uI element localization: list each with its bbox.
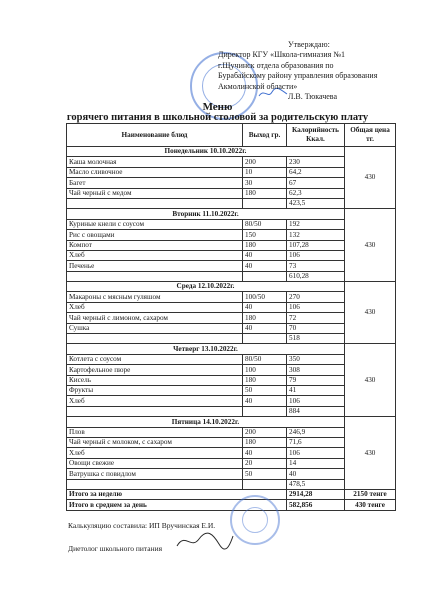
dish-kcal: 246,9 bbox=[287, 427, 345, 437]
dish-name: Хлеб bbox=[67, 396, 243, 406]
day-total-kcal: 884 bbox=[287, 406, 345, 416]
dish-weight: 80/50 bbox=[243, 219, 287, 229]
day-total-empty bbox=[243, 334, 287, 344]
round-stamp-seal bbox=[230, 495, 280, 545]
approval-line: Бурабайскому району управления образования bbox=[218, 71, 378, 81]
approval-line: Директор КГУ «Школа-гимназия №1 bbox=[218, 50, 345, 60]
dish-kcal: 106 bbox=[287, 302, 345, 312]
dish-name: Макароны с мясным гуляшом bbox=[67, 292, 243, 302]
col-header-price: Общая цена тг. bbox=[345, 124, 396, 147]
dish-kcal: 62,3 bbox=[287, 188, 345, 198]
day-name: Среда 12.10.2022г. bbox=[67, 282, 345, 292]
dish-weight: 80/50 bbox=[243, 354, 287, 364]
day-name: Понедельник 10.10.2022г. bbox=[67, 147, 345, 157]
dish-name: Чай черный с лимоном, сахаром bbox=[67, 313, 243, 323]
day-price: 430 bbox=[345, 282, 396, 344]
dish-weight: 150 bbox=[243, 230, 287, 240]
dish-weight: 180 bbox=[243, 375, 287, 385]
day-price: 430 bbox=[345, 147, 396, 209]
day-header-row bbox=[67, 282, 396, 292]
approval-signatory: Л.В. Тюкачева bbox=[288, 92, 338, 102]
dish-name: Каша молочная bbox=[67, 157, 243, 167]
dish-weight: 30 bbox=[243, 178, 287, 188]
table-header-row bbox=[67, 124, 396, 147]
dish-weight: 40 bbox=[243, 250, 287, 260]
day-total-empty bbox=[67, 479, 243, 489]
day-name: Вторник 11.10.2022г. bbox=[67, 209, 345, 219]
total-price: 430 тенге bbox=[345, 500, 396, 510]
page-subtitle: горячего питания в школьной столовой за родительскую плату bbox=[66, 112, 369, 123]
dish-kcal: 107,28 bbox=[287, 240, 345, 250]
dish-weight: 180 bbox=[243, 188, 287, 198]
dish-name: Рис с овощами bbox=[67, 230, 243, 240]
dish-kcal: 70 bbox=[287, 323, 345, 333]
dish-name: Хлеб bbox=[67, 448, 243, 458]
day-header-row bbox=[67, 344, 396, 354]
dietitian-note: Диетолог школьного питания bbox=[68, 544, 163, 553]
day-total-kcal: 518 bbox=[287, 334, 345, 344]
approval-line: г.Щучинск отдела образования по bbox=[218, 60, 334, 70]
day-total-empty bbox=[67, 334, 243, 344]
dish-kcal: 132 bbox=[287, 230, 345, 240]
approval-line: Утверждаю: bbox=[288, 40, 330, 49]
total-label: Итого за неделю bbox=[67, 489, 287, 499]
approval-line: Акмолинской области» bbox=[218, 81, 298, 91]
dish-name: Хлеб bbox=[67, 250, 243, 260]
dish-kcal: 14 bbox=[287, 458, 345, 468]
day-total-empty bbox=[67, 406, 243, 416]
day-total-empty bbox=[243, 479, 287, 489]
dish-name: Чай черный с молоком, с сахаром bbox=[67, 437, 243, 447]
dish-kcal: 72 bbox=[287, 313, 345, 323]
dish-kcal: 106 bbox=[287, 396, 345, 406]
dish-weight: 100 bbox=[243, 365, 287, 375]
dish-kcal: 308 bbox=[287, 365, 345, 375]
total-price: 2150 тенге bbox=[345, 489, 396, 499]
day-header-row bbox=[67, 147, 396, 157]
day-total-empty bbox=[243, 198, 287, 208]
day-total-kcal: 423,5 bbox=[287, 198, 345, 208]
dish-name: Ватрушка с повидлом bbox=[67, 469, 243, 479]
dish-name: Печенье bbox=[67, 261, 243, 271]
dish-name: Хлеб bbox=[67, 302, 243, 312]
dish-kcal: 67 bbox=[287, 178, 345, 188]
dish-name: Компот bbox=[67, 240, 243, 250]
dish-kcal: 350 bbox=[287, 354, 345, 364]
week-total-row bbox=[67, 489, 396, 499]
dish-kcal: 230 bbox=[287, 157, 345, 167]
dish-kcal: 270 bbox=[287, 292, 345, 302]
col-header-dish: Наименование блюд bbox=[67, 124, 243, 147]
dish-name: Масло сливочное bbox=[67, 167, 243, 177]
day-total-empty bbox=[67, 271, 243, 281]
menu-body bbox=[67, 147, 396, 511]
day-name: Пятница 14.10.2022г. bbox=[67, 417, 345, 427]
dish-weight: 40 bbox=[243, 302, 287, 312]
day-total-empty bbox=[243, 406, 287, 416]
dish-kcal: 106 bbox=[287, 250, 345, 260]
dish-kcal: 106 bbox=[287, 448, 345, 458]
dish-weight: 50 bbox=[243, 469, 287, 479]
dish-weight: 50 bbox=[243, 385, 287, 395]
dish-kcal: 71,6 bbox=[287, 437, 345, 447]
day-total-kcal: 610,28 bbox=[287, 271, 345, 281]
dish-name: Овощи свежие bbox=[67, 458, 243, 468]
total-kcal: 2914,28 bbox=[287, 489, 345, 499]
dish-name: Багет bbox=[67, 178, 243, 188]
approval-block bbox=[218, 40, 430, 102]
dish-name: Фрукты bbox=[67, 385, 243, 395]
dish-name: Котлета с соусом bbox=[67, 354, 243, 364]
dish-name: Плов bbox=[67, 427, 243, 437]
dish-name: Картофельное пюре bbox=[67, 365, 243, 375]
day-header-row bbox=[67, 417, 396, 427]
day-price: 430 bbox=[345, 344, 396, 417]
avg-total-row bbox=[67, 500, 396, 510]
day-total-kcal: 478,5 bbox=[287, 479, 345, 489]
dish-kcal: 41 bbox=[287, 385, 345, 395]
menu-table bbox=[66, 123, 396, 511]
dish-name: Кисель bbox=[67, 375, 243, 385]
dish-kcal: 79 bbox=[287, 375, 345, 385]
dish-weight: 40 bbox=[243, 396, 287, 406]
day-price: 430 bbox=[345, 209, 396, 282]
dish-weight: 40 bbox=[243, 323, 287, 333]
dish-name: Сушка bbox=[67, 323, 243, 333]
dish-weight: 100/50 bbox=[243, 292, 287, 302]
dish-kcal: 64,2 bbox=[287, 167, 345, 177]
dish-name: Чай черный с медом bbox=[67, 188, 243, 198]
page-title: Меню bbox=[202, 101, 233, 113]
calc-by-note: Калькуляцию составила: ИП Вручинская Е.И. bbox=[68, 521, 216, 530]
day-total-empty bbox=[243, 271, 287, 281]
day-price: 430 bbox=[345, 417, 396, 490]
dish-weight: 180 bbox=[243, 240, 287, 250]
dish-kcal: 40 bbox=[287, 469, 345, 479]
dish-weight: 200 bbox=[243, 157, 287, 167]
col-header-weight: Выход гр. bbox=[243, 124, 287, 147]
dish-weight: 20 bbox=[243, 458, 287, 468]
dish-weight: 180 bbox=[243, 437, 287, 447]
dish-weight: 40 bbox=[243, 261, 287, 271]
total-kcal: 582,856 bbox=[287, 500, 345, 510]
dish-kcal: 73 bbox=[287, 261, 345, 271]
dish-kcal: 192 bbox=[287, 219, 345, 229]
dish-name: Куриные кнели с соусом bbox=[67, 219, 243, 229]
dish-weight: 200 bbox=[243, 427, 287, 437]
col-header-kcal: Калорийность Ккал. bbox=[287, 124, 345, 147]
day-header-row bbox=[67, 209, 396, 219]
day-total-empty bbox=[67, 198, 243, 208]
signature-mark bbox=[175, 530, 235, 552]
total-label: Итого в среднем за день bbox=[67, 500, 287, 510]
day-name: Четверг 13.10.2022г. bbox=[67, 344, 345, 354]
dish-weight: 40 bbox=[243, 448, 287, 458]
dish-weight: 180 bbox=[243, 313, 287, 323]
dish-weight: 10 bbox=[243, 167, 287, 177]
